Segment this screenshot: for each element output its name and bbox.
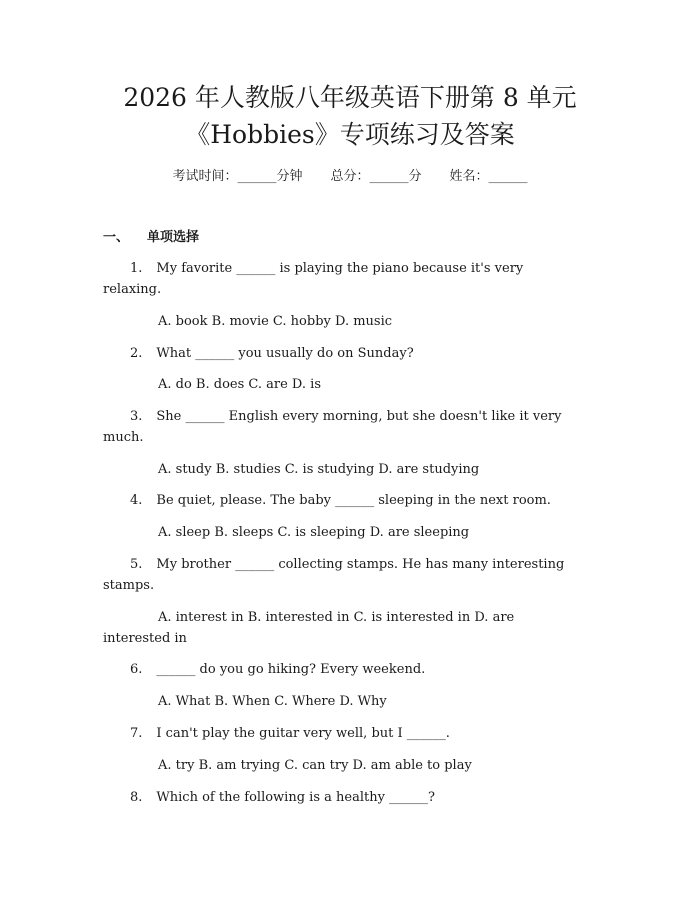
section-number: 一、 — [103, 230, 130, 245]
question-number: 1. — [130, 261, 143, 276]
question-4 — [103, 491, 583, 512]
section-heading — [103, 229, 199, 247]
question-number: 3. — [130, 409, 143, 424]
question-7 — [103, 724, 583, 745]
question-text: My brother ______ collecting stamps. He has many interesting stamps. — [103, 557, 565, 593]
question-7-options: A. try B. am trying C. can try D. am able to play — [158, 758, 472, 773]
question-text: Be quiet, please. The baby ______ sleeping in the next room. — [156, 493, 551, 508]
total-score-field: 总分：______分 — [330, 169, 422, 184]
question-3 — [103, 407, 583, 448]
question-text: My favorite ______ is playing the piano because it's very relaxing. — [103, 261, 524, 297]
question-number: 2. — [130, 346, 143, 361]
question-text: I can't play the guitar very well, but I ______. — [156, 726, 450, 741]
question-text: ______ do you go hiking? Every weekend. — [156, 662, 426, 677]
exam-meta — [0, 168, 700, 186]
question-2-options: A. do B. does C. are D. is — [158, 377, 321, 392]
question-6-options: A. What B. When C. Where D. Why — [158, 694, 387, 709]
question-6 — [103, 660, 583, 681]
question-5 — [103, 555, 583, 596]
question-3-options: A. study B. studies C. is studying D. are studying — [158, 462, 480, 477]
document-title-line-1: 2026 年人教版八年级英语下册第 8 单元 — [123, 83, 577, 112]
question-2 — [103, 344, 583, 365]
question-number: 8. — [130, 790, 143, 805]
question-text: Which of the following is a healthy ______? — [156, 790, 436, 805]
question-number: 5. — [130, 557, 143, 572]
question-number: 7. — [130, 726, 143, 741]
student-name-field: 姓名：______ — [449, 169, 528, 184]
question-8 — [103, 788, 583, 809]
question-1 — [103, 259, 583, 300]
question-text: What ______ you usually do on Sunday? — [156, 346, 414, 361]
section-title: 单项选择 — [147, 230, 200, 245]
document-title-line-2: 《Hobbies》专项练习及答案 — [185, 120, 515, 149]
exam-time-field: 考试时间：______分钟 — [172, 169, 303, 184]
question-text: She ______ English every morning, but she doesn't like it very much. — [103, 409, 562, 445]
question-number: 4. — [130, 493, 143, 508]
question-number: 6. — [130, 662, 143, 677]
question-4-options: A. sleep B. sleeps C. is sleeping D. are sleeping — [158, 525, 470, 540]
question-5-options: A. interest in B. interested in C. is interested in D. are interested in — [103, 610, 515, 646]
question-1-options: A. book B. movie C. hobby D. music — [158, 314, 393, 329]
